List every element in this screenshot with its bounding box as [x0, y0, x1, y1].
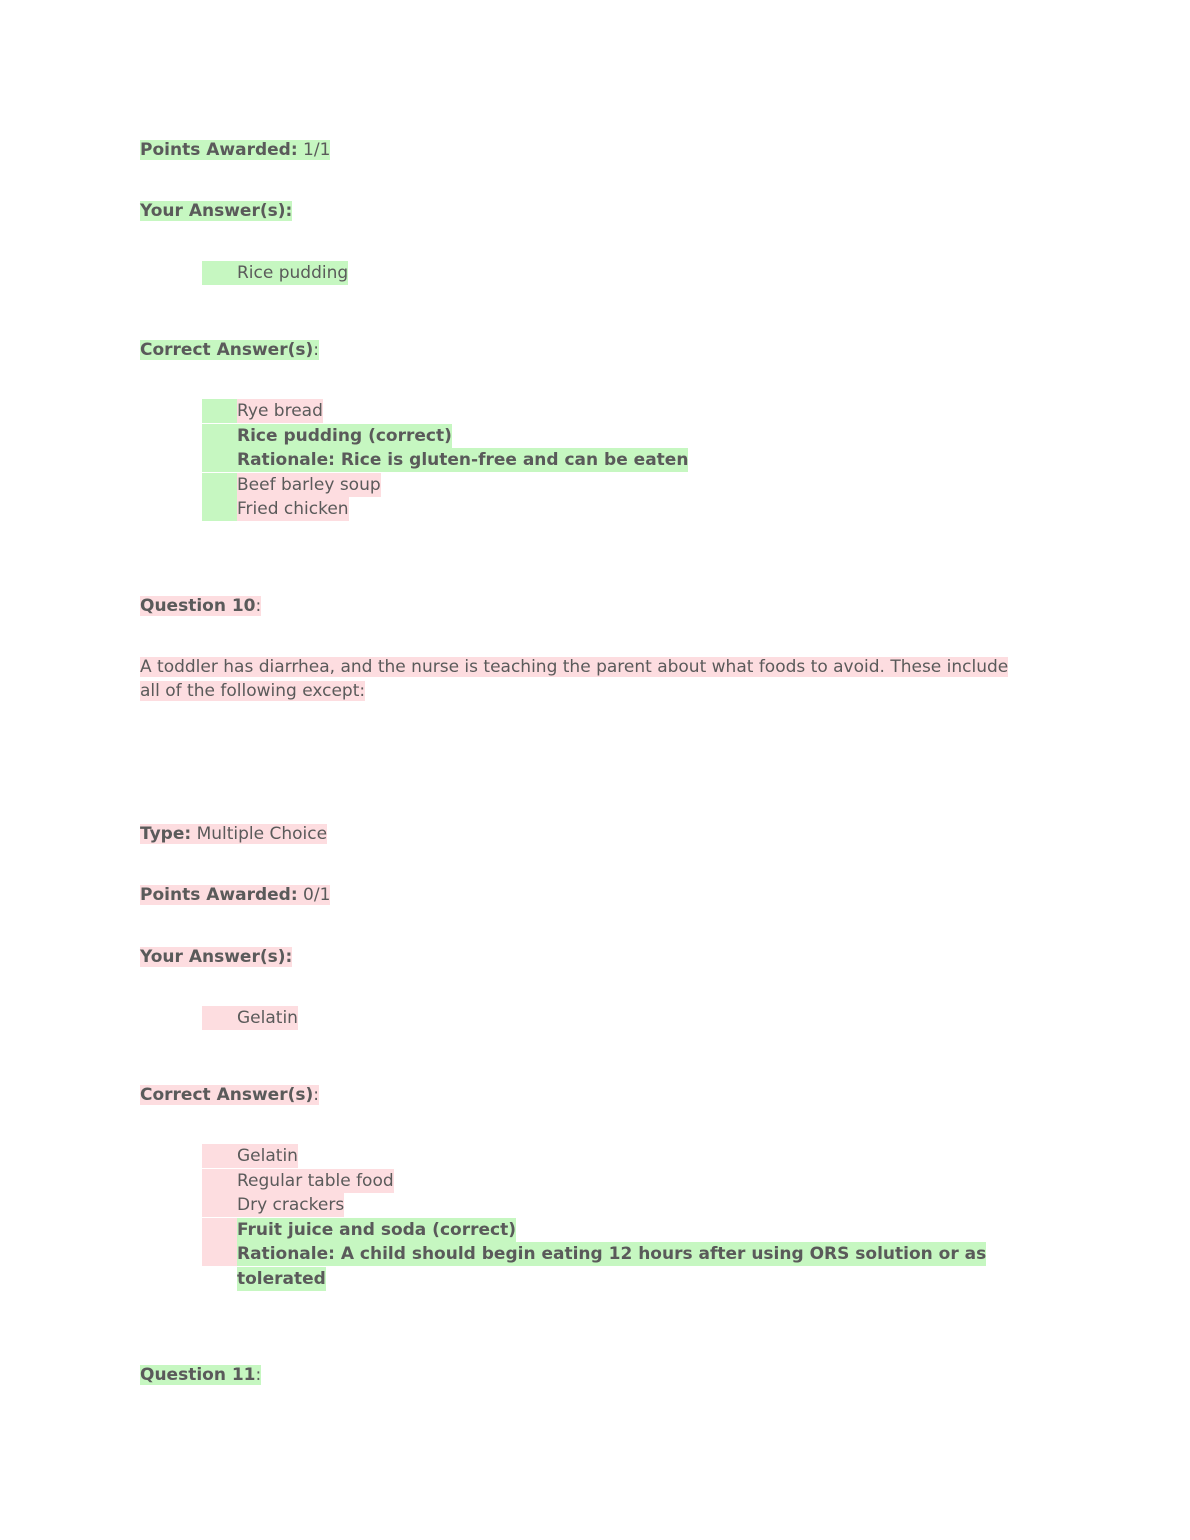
type-label: Type:: [140, 824, 192, 844]
colon: :: [313, 340, 319, 360]
q10-option-3: [202, 1193, 344, 1217]
q9-option-1: [202, 399, 323, 423]
q11-heading: [140, 1363, 261, 1387]
q9-points-awarded: [140, 138, 330, 162]
q10-option-1: [202, 1144, 298, 1168]
points-value: 1/1: [303, 140, 331, 160]
q10-heading: [140, 594, 261, 618]
option-text: Regular table food: [237, 1171, 394, 1191]
correct-answers-label: Correct Answer(s): [140, 340, 314, 360]
q10-option-4-correct: [202, 1218, 516, 1242]
colon: :: [255, 596, 262, 616]
option-text: Fruit juice and soda (correct): [237, 1220, 516, 1240]
points-label: Points Awarded:: [140, 885, 298, 905]
q9-your-answers-heading: [140, 199, 292, 223]
option-text: Rice pudding (correct): [237, 426, 452, 446]
option-text: Beef barley soup: [237, 475, 381, 495]
q10-points-awarded: [140, 883, 330, 907]
your-answers-label: Your Answer(s):: [140, 947, 293, 967]
q9-your-answer-item: [202, 261, 348, 285]
q10-your-answer-item: [202, 1006, 298, 1030]
correct-answers-label: Correct Answer(s): [140, 1085, 314, 1105]
q9-option-2-correct: [202, 424, 452, 448]
q10-type: [140, 822, 327, 846]
q9-rationale: [202, 448, 688, 472]
q9-correct-answers-heading: [140, 338, 319, 362]
q10-question-text-line1: [140, 655, 1008, 679]
q10-rationale-line2: [237, 1267, 326, 1291]
your-answers-label: Your Answer(s):: [140, 201, 293, 221]
q10-rationale-line1: [202, 1242, 986, 1266]
q10-your-answers-heading: [140, 945, 292, 969]
question-label: Question 11: [140, 1365, 256, 1385]
question-text: all of the following except:: [140, 681, 366, 701]
option-text: Rye bread: [237, 401, 323, 421]
colon: :: [255, 1365, 262, 1385]
points-value: 0/1: [303, 885, 331, 905]
answer-text: Gelatin: [237, 1008, 298, 1028]
q10-option-2: [202, 1169, 394, 1193]
q9-option-3: [202, 473, 381, 497]
points-label: Points Awarded:: [140, 140, 298, 160]
q9-option-4: [202, 497, 349, 521]
type-value: Multiple Choice: [196, 824, 328, 844]
rationale-text: tolerated: [237, 1269, 326, 1289]
colon: :: [313, 1085, 319, 1105]
answer-text: Rice pudding: [237, 263, 349, 283]
option-text: Gelatin: [237, 1146, 298, 1166]
question-text: A toddler has diarrhea, and the nurse is teaching the parent about what foods to avoid. These include: [140, 657, 1009, 677]
rationale-text: Rationale: Rice is gluten-free and can be eaten: [237, 450, 689, 470]
question-label: Question 10: [140, 596, 256, 616]
option-text: Fried chicken: [237, 499, 349, 519]
rationale-text: Rationale: A child should begin eating 12 hours after using ORS solution or as: [237, 1244, 987, 1264]
option-text: Dry crackers: [237, 1195, 345, 1215]
q10-correct-answers-heading: [140, 1083, 319, 1107]
q10-question-text-line2: [140, 679, 365, 703]
